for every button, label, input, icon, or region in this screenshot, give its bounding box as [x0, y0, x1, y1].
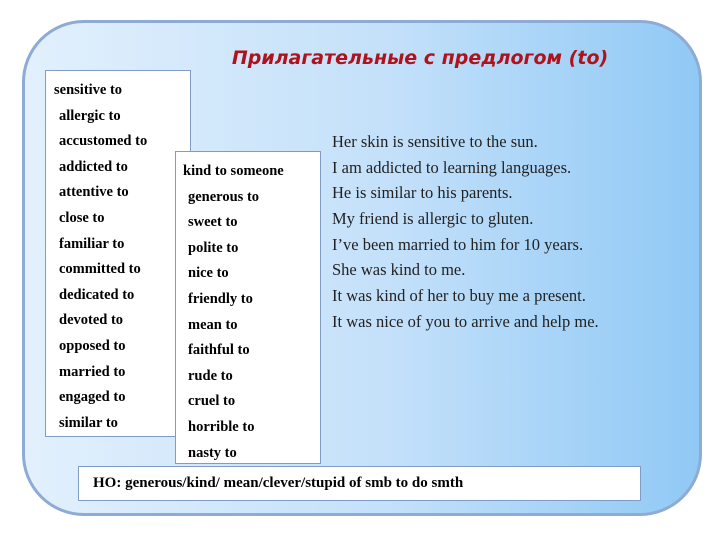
adjective-item: opposed to: [59, 337, 126, 354]
adjective-item: sweet to: [188, 214, 238, 231]
note-box: HO: generous/kind/ mean/clever/stupid of smb to do smth: [78, 466, 641, 501]
adjective-item: faithful to: [188, 342, 250, 359]
adjective-item: generous to: [188, 188, 260, 205]
example-sentence: It was nice of you to arrive and help me.: [332, 311, 599, 331]
adjective-item: addicted to: [59, 158, 128, 175]
adjective-item: close to: [59, 209, 105, 226]
adjective-item: engaged to: [59, 389, 126, 406]
adjective-item: sensitive to: [54, 82, 123, 98]
example-sentences: [332, 129, 599, 335]
adjective-item: accustomed to: [59, 133, 148, 150]
adjective-item: nice to: [188, 265, 229, 282]
adjective-item: rude to: [188, 367, 233, 384]
adjective-item: familiar to: [59, 235, 125, 252]
adjective-item: friendly to: [188, 290, 253, 307]
adjective-item: married to: [59, 363, 126, 380]
adjective-item: mean to: [188, 316, 238, 333]
adjective-item: cruel to: [188, 393, 236, 410]
example-sentence: He is similar to his parents.: [332, 183, 513, 203]
adjective-item: nasty to: [188, 444, 237, 461]
adjective-item: devoted to: [59, 312, 124, 329]
adjective-item: allergic to: [59, 107, 121, 124]
adjective-item: polite to: [188, 239, 239, 256]
adjectives-list-1: [45, 70, 191, 437]
example-sentence: She was kind to me.: [332, 260, 466, 280]
slide-title: Прилагательные с предлогом (to): [231, 47, 609, 69]
adjectives-list-2: [175, 151, 321, 464]
example-sentence: I am addicted to learning languages.: [332, 157, 572, 177]
adjective-item: committed to: [59, 261, 141, 278]
example-sentence: My friend is allergic to gluten.: [332, 209, 534, 229]
adjective-item: dedicated to: [59, 286, 135, 303]
adjective-item: kind to someone: [183, 163, 284, 179]
adjective-item: horrible to: [188, 418, 255, 435]
example-sentence: Her skin is sensitive to the sun.: [332, 132, 538, 151]
adjective-item: attentive to: [59, 184, 129, 201]
example-sentence: I’ve been married to him for 10 years.: [332, 234, 584, 254]
example-sentence: It was kind of her to buy me a present.: [332, 286, 586, 306]
adjective-item: similar to: [59, 414, 118, 431]
